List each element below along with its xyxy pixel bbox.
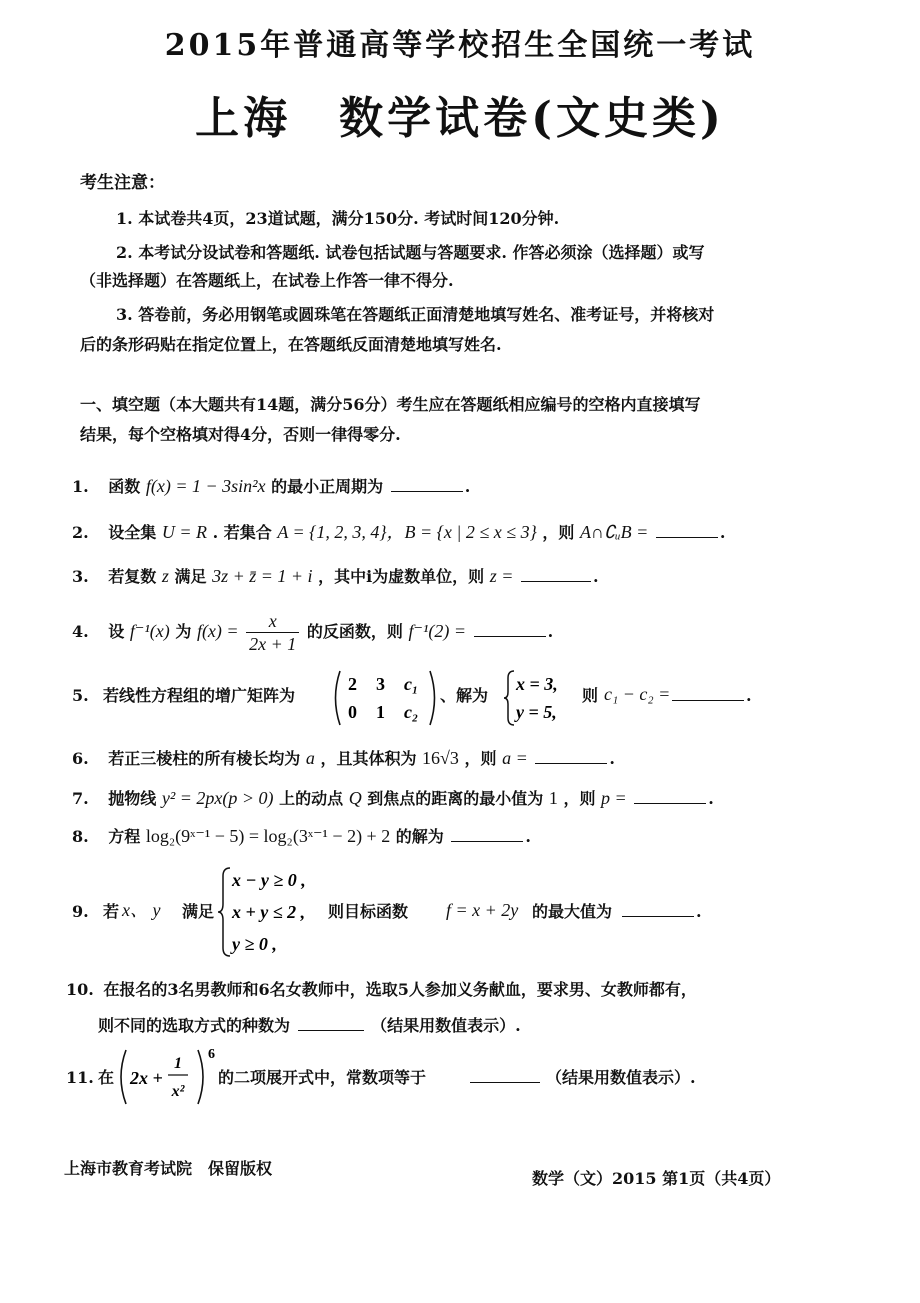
answer-blank: [474, 635, 546, 637]
question-text: 满足: [182, 902, 215, 921]
question-1: 1. 函数 f(x) = 1 − 3sin²x 的最小正周期为 .: [72, 476, 471, 496]
fraction-numerator: x: [246, 610, 299, 633]
math-variable: Q: [348, 788, 362, 808]
matrix-cell: c₂: [404, 702, 419, 722]
math-expression: f⁻¹(x): [129, 621, 170, 641]
answer-blank: [622, 915, 694, 917]
answer-blank: [391, 490, 463, 492]
question-text: ，则: [563, 789, 596, 808]
math-variable: z: [161, 566, 169, 586]
matrix-cell: 1: [376, 702, 385, 722]
math-expression: U = R: [161, 522, 208, 542]
constraint-line: x + y ≤ 2 ,: [232, 902, 306, 922]
question-text: 则: [582, 686, 599, 705]
question-10-cont: [98, 1016, 521, 1036]
answer-blank: [656, 536, 718, 538]
augmented-matrix: [330, 668, 440, 728]
question-8: 8. 方程 log₂(9ˣ⁻¹ − 5) = log₂(3ˣ⁻¹ − 2) + 2 的解为 .: [72, 826, 531, 846]
question-number: 10.: [66, 980, 94, 999]
question-text: ，则: [542, 523, 575, 542]
notice-item-3: 3. 答卷前，务必用钢笔或圆珠笔在答题纸正面清楚地填写姓名、准考证号，并将核对: [116, 305, 715, 324]
question-text: 到焦点的距离的最小值为: [367, 789, 544, 808]
question-text: ，且其体积为: [320, 749, 417, 768]
question-text: 在报名的3名男教师和6名女教师中，选取5人参加义务献血，要求男、女教师都有，: [103, 980, 697, 999]
math-expression: log₂(9ˣ⁻¹ − 5) = log₂(3ˣ⁻¹ − 2) + 2: [145, 826, 391, 846]
answer-blank: [451, 840, 523, 842]
math-expression: y² = 2px(p > 0): [161, 788, 274, 808]
solution-line: y = 5,: [516, 702, 557, 722]
question-text: 的二项展开式中，常数项等于: [218, 1068, 427, 1087]
math-expression: z =: [489, 566, 514, 586]
question-text: 若: [103, 902, 120, 921]
question-text: 若复数: [108, 567, 157, 586]
math-expression: A∩∁ᵤB =: [579, 522, 649, 542]
solution-system: [504, 668, 576, 728]
question-text: 方程: [108, 827, 141, 846]
copyright-notice: 上海市教育考试院 保留版权: [64, 1159, 273, 1178]
math-expression: A = {1, 2, 3, 4}，B = {x | 2 ≤ x ≤ 3}: [277, 522, 537, 542]
math-variable: x、 y: [122, 900, 161, 920]
question-text: 在: [98, 1068, 115, 1087]
question-text: 的最大值为: [532, 902, 613, 921]
fraction: [246, 610, 299, 655]
question-6: 6. 若正三棱柱的所有棱长均为 a ，且其体积为 16√3 ，则 a = .: [72, 748, 615, 768]
question-number: 11.: [66, 1068, 94, 1087]
exam-title: 2015年普通高等学校招生全国统一考试: [164, 28, 756, 63]
notice-item-3-cont: 后的条形码贴在指定位置上，在答题纸反面清楚地填写姓名.: [80, 335, 502, 354]
math-expression: p =: [601, 788, 627, 808]
math-expression: f⁻¹(2) =: [408, 621, 466, 641]
section-instructions: 一、填空题（本大题共有14题，满分56分）考生应在答题纸相应编号的空格内直接填写: [80, 395, 701, 414]
question-text: 上的动点: [279, 789, 344, 808]
question-4: 4. 设 f⁻¹(x) 为 f(x) = $\frac{x}{2x + 1}$ 的反函数，则 f⁻¹(2) = .: [72, 611, 554, 654]
fraction-denominator: 2x + 1: [249, 634, 297, 654]
math-expression: 3z + z̄ = 1 + i: [212, 566, 313, 586]
math-expression: f(x) =: [196, 621, 239, 641]
notice-heading: 考生注意：: [80, 173, 165, 193]
question-text: 若线性方程组的增广矩阵为: [103, 686, 296, 705]
answer-blank: [521, 580, 591, 582]
question-text: 满足: [174, 567, 207, 586]
question-text: 抛物线: [108, 789, 157, 808]
math-expression: a =: [502, 748, 528, 768]
matrix-cell: 3: [376, 674, 385, 694]
exponent: 6: [208, 1047, 215, 1062]
question-2: 2. 设全集 U = R . 若集合 A = {1, 2, 3, 4}，B = {x | 2 ≤ x ≤ 3} ，则 A∩∁ᵤB = .: [72, 522, 726, 542]
notice-item-2: 2. 本考试分设试卷和答题纸. 试卷包括试题与答题要求. 作答必须涂（选择题）或写: [116, 243, 705, 262]
question-text: 的解为: [395, 827, 444, 846]
fraction-denominator: x²: [171, 1083, 185, 1100]
question-number: 7.: [72, 789, 89, 808]
question-text: ，其中i为虚数单位，则: [318, 567, 485, 586]
question-text: 则目标函数: [328, 902, 409, 921]
matrix-cell: 0: [348, 702, 357, 722]
exam-subtitle: 上海 数学试卷(文史类): [195, 93, 725, 144]
binomial-term: 2x +: [130, 1068, 163, 1088]
answer-blank: [298, 1029, 364, 1031]
section-instructions-cont: 结果，每个空格填对得4分，否则一律得零分.: [80, 425, 401, 444]
question-number: 3.: [72, 567, 89, 586]
math-expression: c₁ − c₂ =: [604, 684, 671, 704]
question-number: 5.: [72, 686, 89, 705]
answer-blank: [672, 699, 744, 701]
question-text: （结果用数值表示）.: [371, 1016, 521, 1035]
matrix-cell: c₁: [404, 674, 419, 694]
notice-item-1: 1. 本试卷共4页，23道试题，满分150分. 考试时间120分钟.: [116, 209, 560, 228]
fraction-numerator: 1: [174, 1055, 182, 1072]
math-expression: f(x) = 1 − 3sin²x: [145, 476, 266, 496]
math-expression: 16√3: [422, 748, 459, 768]
question-text: 的最小正周期为: [271, 477, 384, 496]
question-text: 设: [108, 622, 125, 641]
question-text: . 若集合: [212, 523, 272, 542]
question-text: 、解为: [440, 686, 489, 705]
constraint-line: y ≥ 0 ,: [232, 934, 277, 954]
constraint-system: [218, 864, 328, 960]
question-10: [66, 980, 697, 1000]
notice-item-2-cont: （非选择题）在答题纸上，在试卷上作答一律不得分.: [80, 271, 454, 290]
question-number: 4.: [72, 622, 89, 641]
solution-line: x = 3,: [516, 674, 558, 694]
math-variable: a: [305, 748, 315, 768]
matrix-cell: 2: [348, 674, 357, 694]
page-number: 数学（文）2015 第1页（共4页）: [532, 1169, 781, 1188]
answer-blank: [535, 762, 607, 764]
question-text: 的反函数，则: [306, 622, 403, 641]
answer-blank: [470, 1081, 540, 1083]
question-3: 3. 若复数 z 满足 3z + z̄ = 1 + i ，其中i为虚数单位，则 z = .: [72, 566, 599, 586]
question-text: 函数: [108, 477, 141, 496]
question-text: 设全集: [108, 523, 157, 542]
question-text: （结果用数值表示）.: [546, 1068, 696, 1087]
binomial-expression: [116, 1046, 226, 1108]
answer-blank: [634, 802, 706, 804]
question-number: 8.: [72, 827, 89, 846]
question-text: 则不同的选取方式的种数为: [98, 1016, 291, 1035]
question-number: 1.: [72, 477, 89, 496]
question-7: 7. 抛物线 y² = 2px(p > 0) 上的动点 Q 到焦点的距离的最小值为 1 ，则 p = .: [72, 788, 714, 808]
question-number: 6.: [72, 749, 89, 768]
question-text: ，则: [464, 749, 497, 768]
question-number: 2.: [72, 523, 89, 542]
question-text: 为: [175, 622, 192, 641]
question-text: 若正三棱柱的所有棱长均为: [108, 749, 301, 768]
question-number: 9.: [72, 902, 89, 921]
constraint-line: x − y ≥ 0 ,: [232, 870, 306, 890]
math-expression: f = x + 2y: [446, 900, 519, 920]
math-value: 1: [548, 788, 558, 808]
